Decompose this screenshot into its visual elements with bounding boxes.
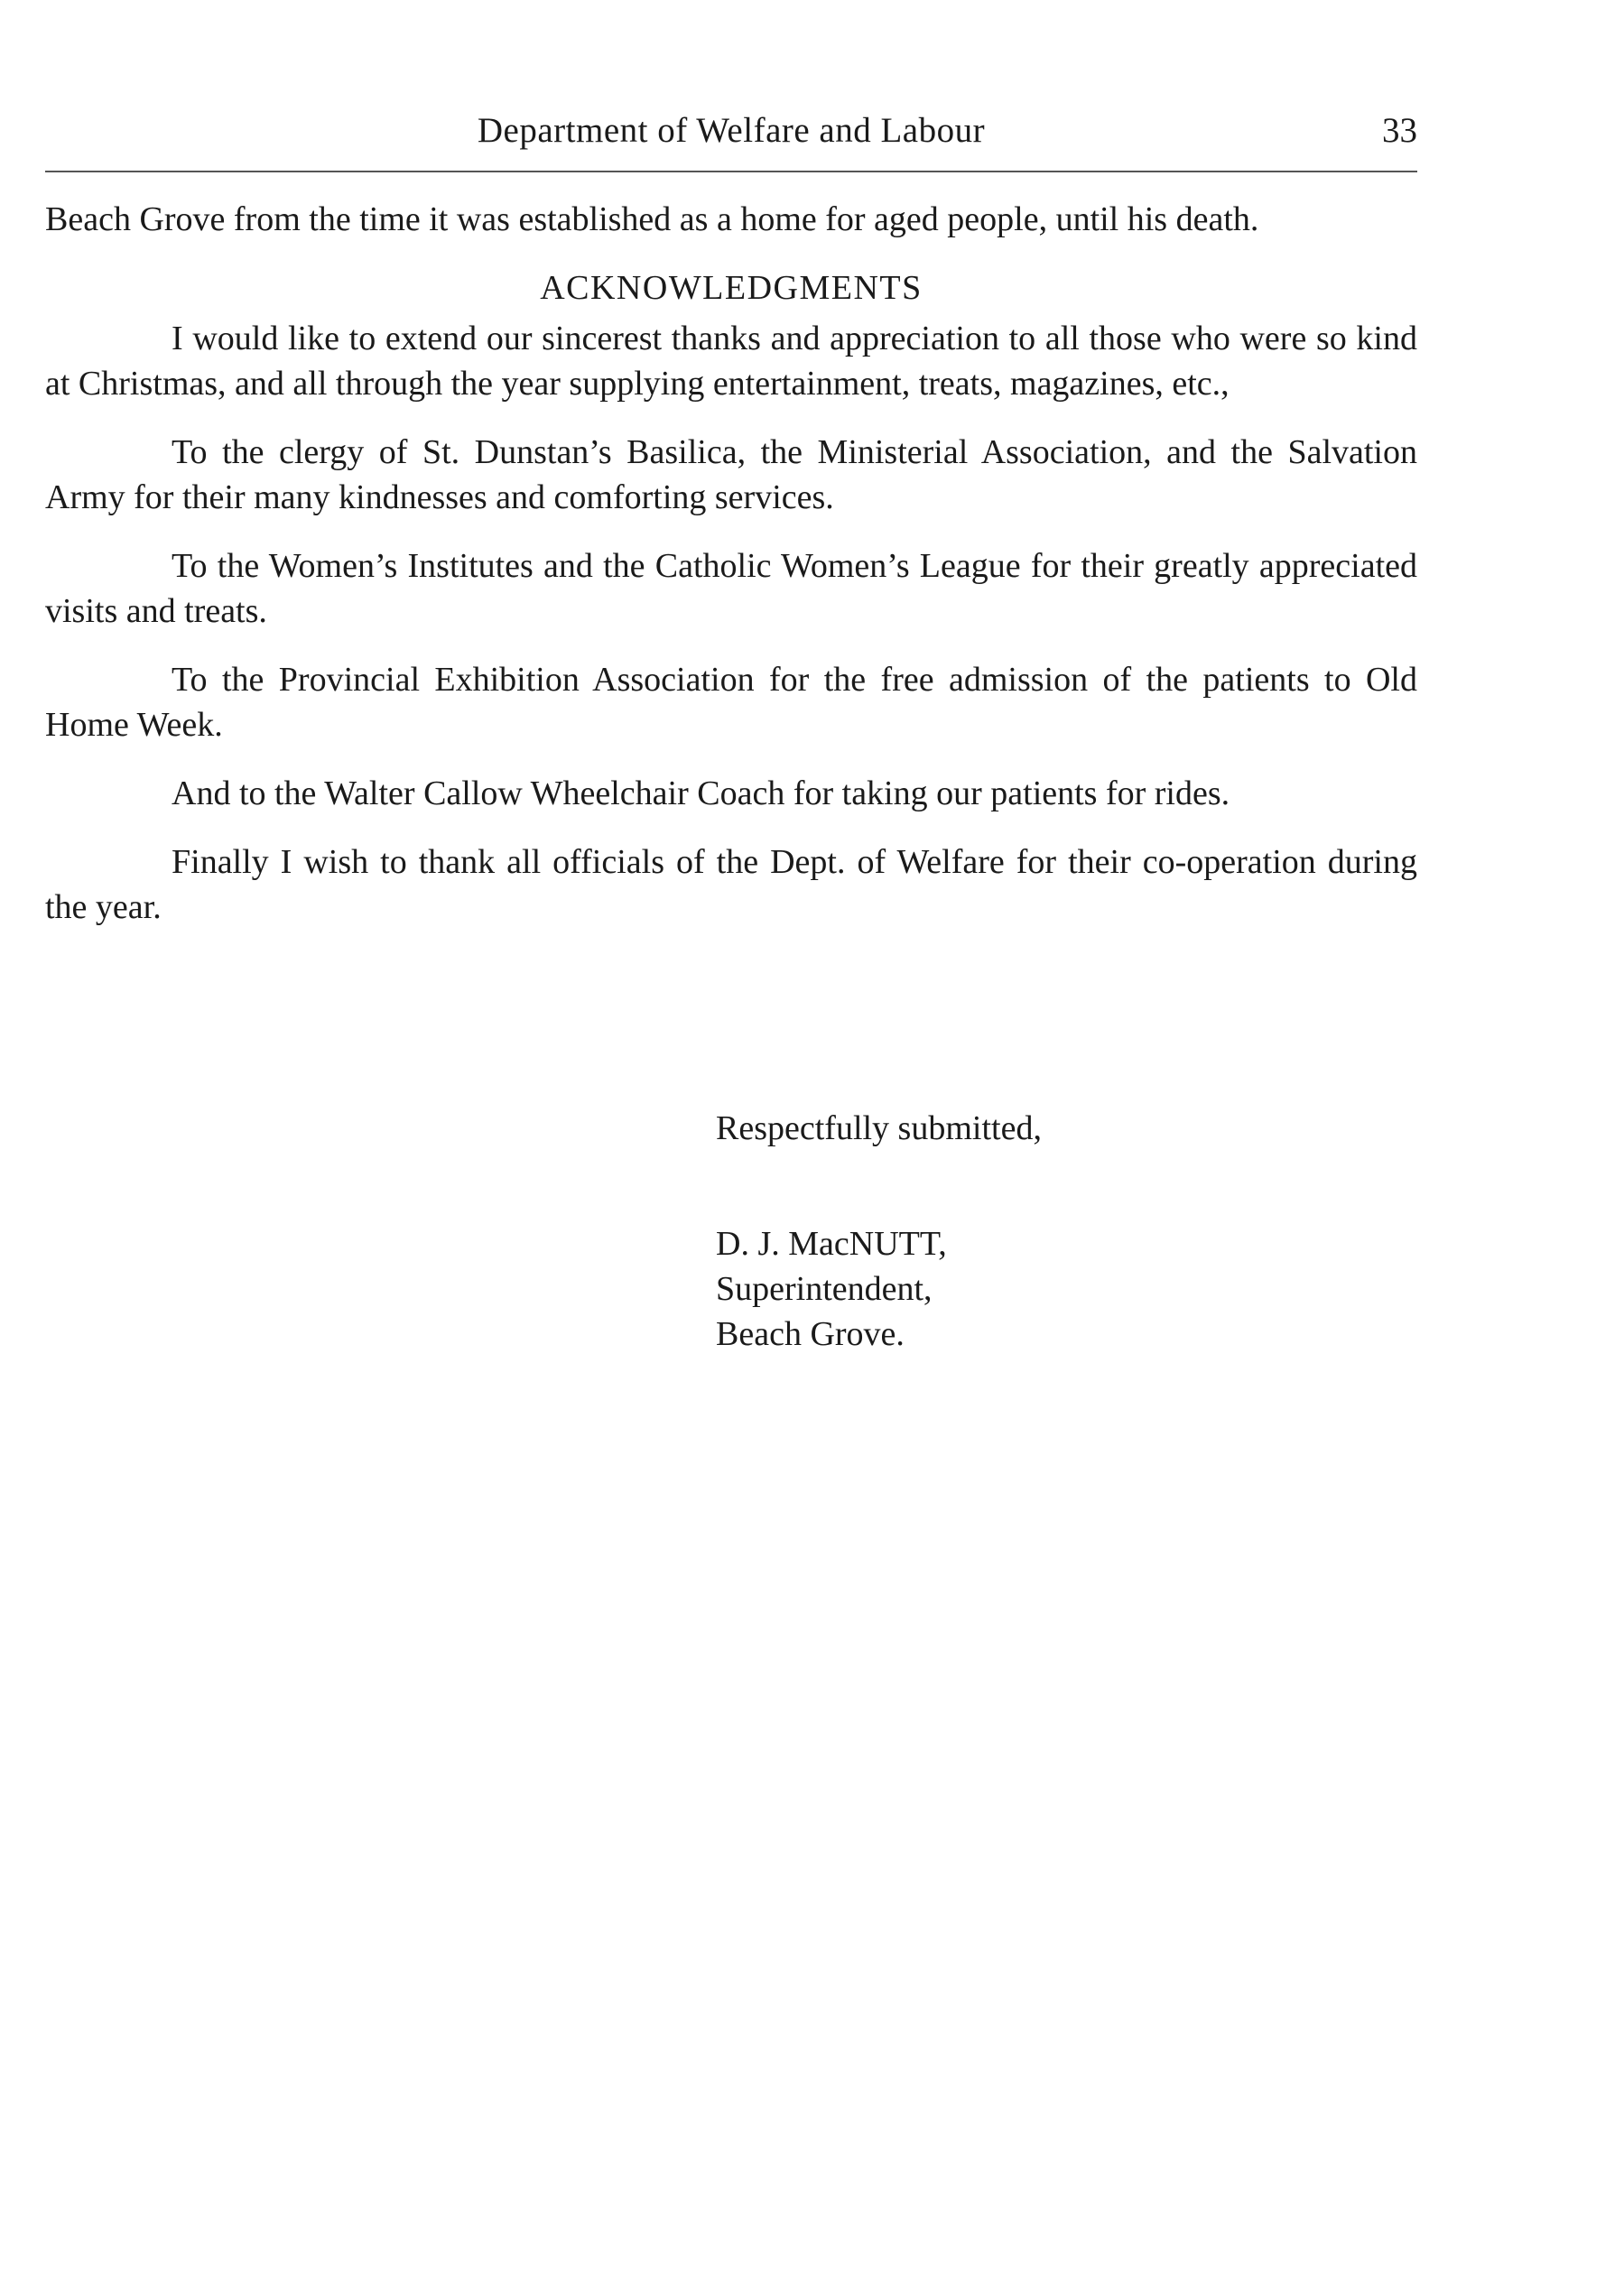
paragraph-womens-institutes: To the Women’s Institutes and the Catholic Women’s League for their greatly appreciated visits and treats. [45, 547, 1417, 630]
paragraph-officials: Finally I wish to thank all officials of the Dept. of Welfare for their co-operation during the year. [45, 843, 1417, 926]
section-heading: ACKNOWLEDGMENTS [540, 269, 923, 307]
signatory-name: D. J. MacNUTT, [716, 1225, 947, 1263]
paragraph-thanks: I would like to extend our sincerest thanks and appreciation to all those who were so kind at Christmas, and all through the year supplying entertainment, treats, magazines, etc., [45, 320, 1417, 403]
signature-block [716, 1106, 1042, 1357]
paragraph-exhibition: To the Provincial Exhibition Association for the free admission of the patients to Old Home Week. [45, 661, 1417, 744]
body-text [45, 197, 1417, 930]
signatory-position: Superintendent, [716, 1270, 933, 1308]
page-number: 33 [1382, 111, 1417, 150]
continuation-paragraph: Beach Grove from the time it was established as a home for aged people, until his death. [45, 200, 1259, 238]
signatory-institution: Beach Grove. [716, 1315, 905, 1353]
running-header [45, 110, 1417, 152]
header-title: Department of Welfare and Labour [477, 111, 986, 150]
header-rule [45, 171, 1417, 172]
paragraph-wheelchair-coach: And to the Walter Callow Wheelchair Coach for taking our patients for rides. [172, 774, 1230, 812]
paragraph-clergy: To the clergy of St. Dunstan’s Basilica, the Ministerial Association, and the Salvation Army for their many kindnesses and comforting services. [45, 433, 1417, 516]
closing-line: Respectfully submitted, [716, 1109, 1042, 1147]
